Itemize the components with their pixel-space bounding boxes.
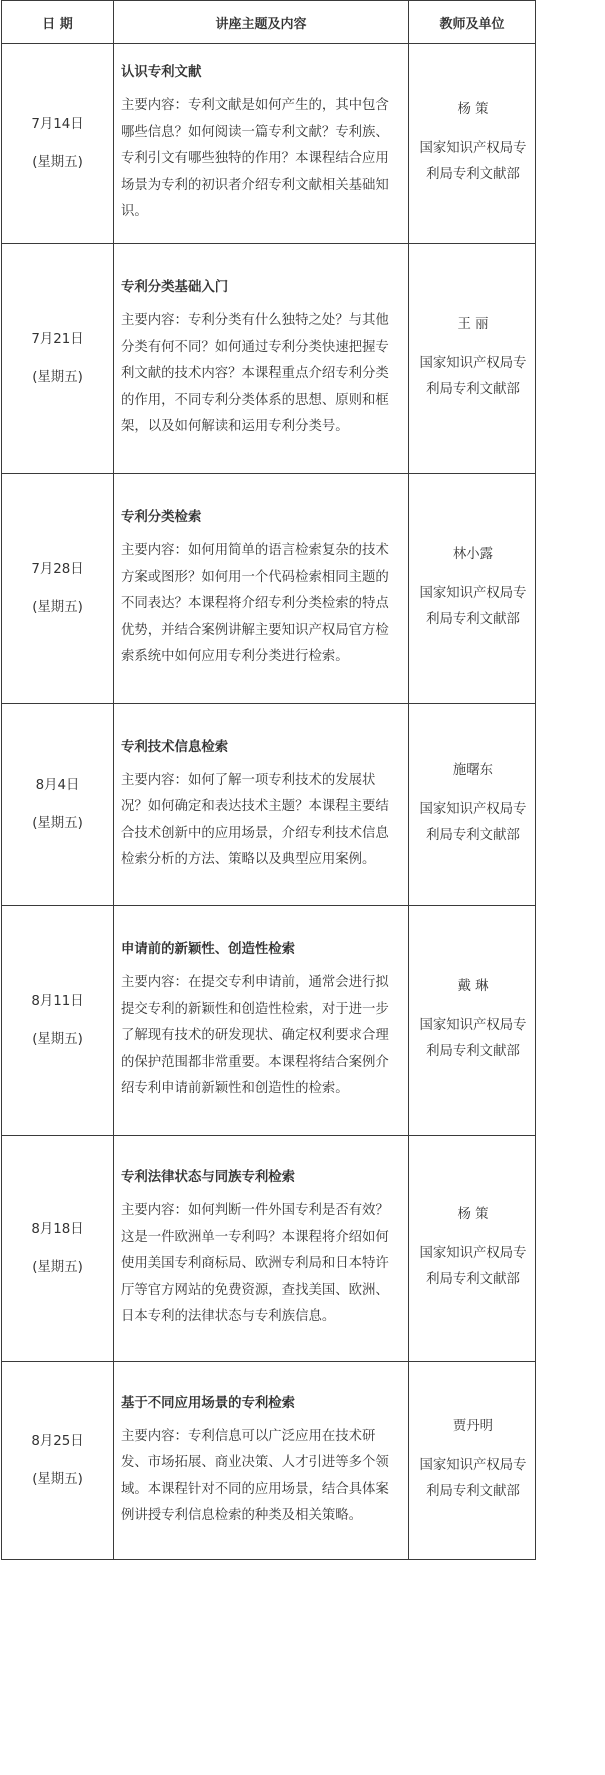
lecture-weekday: (星期五) [32,154,83,170]
lecture-content: 主要内容：如何用简单的语言检索复杂的技术方案或图形？如何用一个代码检索相同主题的不同表达？本课程将介绍专利分类检索的特点优势，并结合案例讲解主要知识产权局官方检索系统中如何应用专利分类进行检索。 [121,543,389,665]
lecture-weekday: (星期五) [32,1031,83,1047]
table-header-row [2,1,536,44]
teacher-cell [409,704,536,906]
teacher-name: 王 丽 [457,316,489,332]
lecture-date: 7月28日 [31,561,84,577]
teacher-unit: 国家知识产权局专利局专利文献部 [419,1245,527,1287]
topic-cell [114,1136,409,1362]
lecture-title: 认识专利文献 [121,65,202,81]
table-row [2,704,536,906]
teacher-name: 施曙东 [452,762,494,778]
teacher-cell [409,244,536,474]
lecture-title: 专利分类检索 [121,510,202,526]
header-topic: 讲座主题及内容 [114,1,409,44]
teacher-name: 杨 策 [457,101,489,117]
table-row [2,474,536,704]
teacher-name: 林小露 [452,546,494,562]
date-cell [2,704,114,906]
teacher-unit: 国家知识产权局专利局专利文献部 [419,585,527,627]
lecture-content: 主要内容：在提交专利申请前，通常会进行拟提交专利的新颖性和创造性检索，对于进一步了解现有技术的研发现状、确定权利要求合理的保护范围都非常重要。本课程将结合案例介绍专利申请前新颖性和创造性的检索。 [121,975,389,1097]
teacher-name: 杨 策 [457,1206,489,1222]
teacher-cell [409,44,536,244]
date-cell [2,1362,114,1560]
topic-cell [114,44,409,244]
lecture-title: 专利技术信息检索 [121,739,229,755]
topic-cell [114,906,409,1136]
topic-cell [114,474,409,704]
lecture-date: 8月4日 [35,777,80,793]
lecture-weekday: (星期五) [32,599,83,615]
teacher-unit: 国家知识产权局专利局专利文献部 [419,801,527,843]
lecture-content: 主要内容：如何判断一件外国专利是否有效？这是一件欧洲单一专利吗？本课程将介绍如何使用美国专利商标局、欧洲专利局和日本特许厅等官方网站的免费资源，查找美国、欧洲、日本专利的法律状态与专利族信息。 [121,1203,389,1325]
lecture-title: 专利法律状态与同族专利检索 [121,1170,296,1186]
teacher-cell [409,1136,536,1362]
date-cell [2,906,114,1136]
table-row [2,1136,536,1362]
date-cell [2,474,114,704]
lecture-content: 主要内容：如何了解一项专利技术的发展状况？如何确定和表达技术主题？本课程主要结合技术创新中的应用场景，介绍专利技术信息检索分析的方法、策略以及典型应用案例。 [121,772,389,867]
lecture-content: 主要内容：专利信息可以广泛应用在技术研发、市场拓展、商业决策、人才引进等多个领域。本课程针对不同的应用场景，结合具体案例讲授专利信息检索的种类及相关策略。 [121,1428,389,1523]
lecture-content: 主要内容：专利文献是如何产生的，其中包含哪些信息？如何阅读一篇专利文献？专利族、专利引文有哪些独特的作用？本课程结合应用场景为专利的初识者介绍专利文献相关基础知识。 [121,98,389,220]
teacher-name: 戴 琳 [457,978,489,994]
lecture-weekday: (星期五) [32,1471,83,1487]
lecture-date: 8月25日 [31,1433,84,1449]
lecture-title: 专利分类基础入门 [121,280,229,296]
teacher-unit: 国家知识产权局专利局专利文献部 [419,140,527,182]
teacher-cell [409,906,536,1136]
table-row [2,1362,536,1560]
lecture-content: 主要内容：专利分类有什么独特之处？与其他分类有何不同？如何通过专利分类快速把握专利文献的技术内容？本课程重点介绍专利分类的作用，不同专利分类体系的思想、原则和框架，以及如何解读和运用专利分类号。 [121,313,389,435]
teacher-unit: 国家知识产权局专利局专利文献部 [419,1017,527,1059]
date-cell [2,1136,114,1362]
teacher-unit: 国家知识产权局专利局专利文献部 [419,1457,527,1499]
date-cell [2,244,114,474]
lecture-date: 7月21日 [31,331,84,347]
table-row [2,244,536,474]
teacher-unit: 国家知识产权局专利局专利文献部 [419,355,527,397]
lecture-weekday: (星期五) [32,815,83,831]
table-row [2,44,536,244]
teacher-cell [409,1362,536,1560]
date-cell [2,44,114,244]
header-teacher: 教师及单位 [409,1,536,44]
lecture-date: 8月18日 [31,1221,84,1237]
lecture-weekday: (星期五) [32,369,83,385]
table-row [2,906,536,1136]
header-date: 日 期 [2,1,114,44]
lecture-schedule-table [1,0,536,1560]
lecture-title: 申请前的新颖性、创造性检索 [121,942,296,958]
topic-cell [114,704,409,906]
lecture-title: 基于不同应用场景的专利检索 [121,1395,296,1411]
lecture-weekday: (星期五) [32,1259,83,1275]
teacher-cell [409,474,536,704]
topic-cell [114,244,409,474]
lecture-date: 8月11日 [31,993,84,1009]
teacher-name: 贾丹明 [452,1418,494,1434]
lecture-date: 7月14日 [31,116,84,132]
topic-cell [114,1362,409,1560]
